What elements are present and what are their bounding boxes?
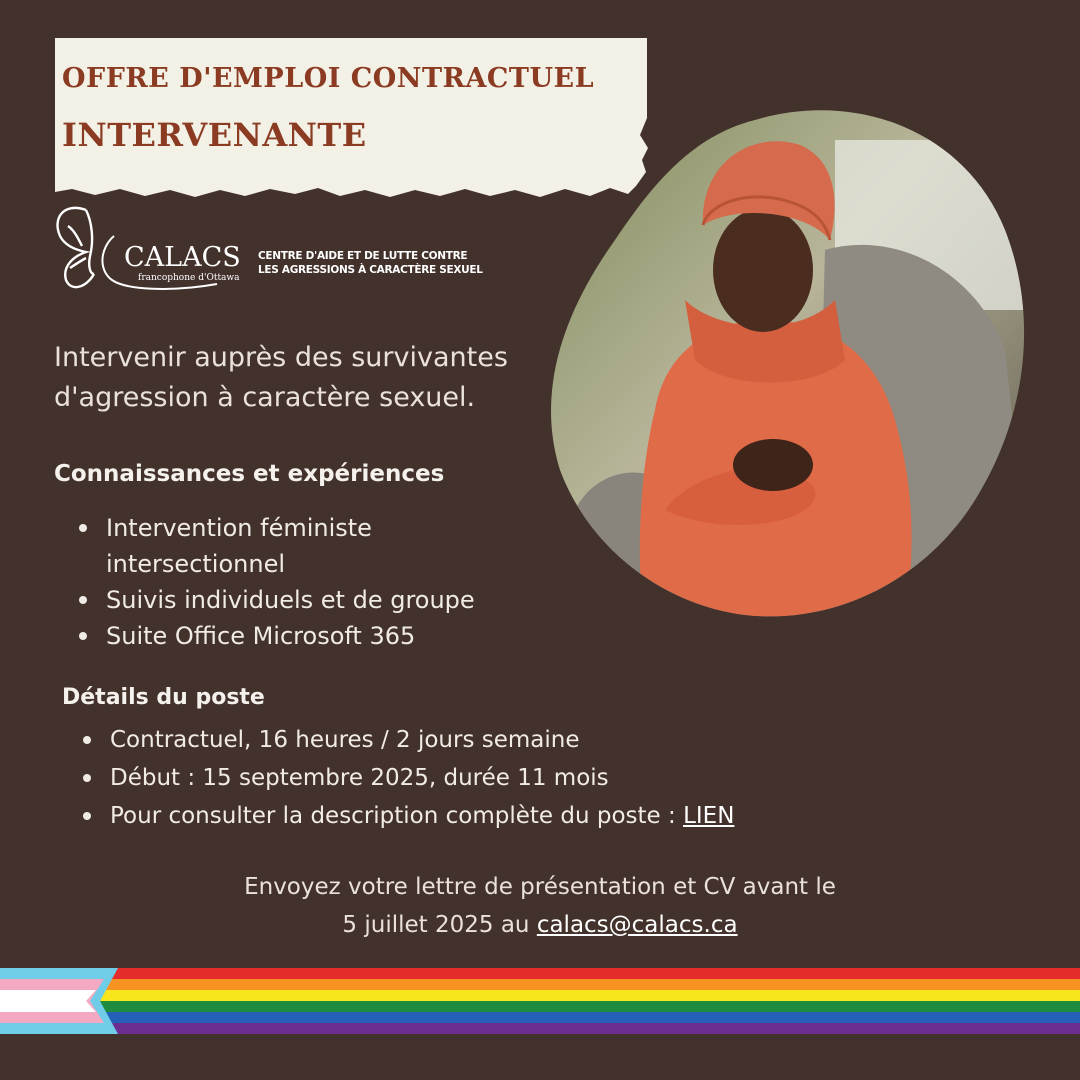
logo-tagline-line1: CENTRE D'AIDE ET DE LUTTE CONTRE	[258, 250, 468, 262]
email-link[interactable]: calacs@calacs.ca	[536, 912, 738, 938]
link-item-prefix: Pour consulter la description complète du poste :	[110, 803, 684, 829]
description-link[interactable]: LIEN	[683, 803, 735, 829]
list-item: Contractuel, 16 heures / 2 jours semaine	[80, 721, 840, 759]
list-item: Suite Office Microsoft 365	[76, 618, 556, 654]
list-item-with-link	[80, 797, 840, 835]
pride-flag-banner	[0, 968, 1080, 1034]
knowledge-section-title: Connaissances et expériences	[54, 461, 445, 487]
deadline-text: 5 juillet 2025 au	[342, 912, 537, 938]
intro-text: Intervenir auprès des survivantes d'agression à caractère sexuel.	[54, 342, 508, 413]
apply-instructions-line1: Envoyez votre lettre de présentation et CV avant le	[244, 874, 836, 900]
woman-portrait-photo	[535, 90, 1035, 630]
calacs-logo	[52, 200, 262, 300]
job-offer-title: OFFRE D'EMPLOI CONTRACTUEL	[62, 63, 595, 94]
list-item: Début : 15 septembre 2025, durée 11 mois	[80, 759, 840, 797]
job-position-title: INTERVENANTE	[62, 116, 367, 154]
details-section-title: Détails du poste	[62, 685, 265, 710]
list-item: Suivis individuels et de groupe	[76, 582, 556, 618]
logo-brand: CALACS	[124, 242, 241, 273]
logo-tagline-line2: LES AGRESSIONS À CARACTÈRE SEXUEL	[258, 264, 483, 276]
butterfly-icon	[58, 208, 94, 287]
details-list	[80, 721, 840, 835]
knowledge-list	[76, 510, 556, 654]
apply-instructions-line2	[0, 912, 1080, 938]
logo-subtitle: francophone d'Ottawa	[138, 273, 240, 283]
list-item: Intervention féministe intersectionnel	[76, 510, 556, 582]
